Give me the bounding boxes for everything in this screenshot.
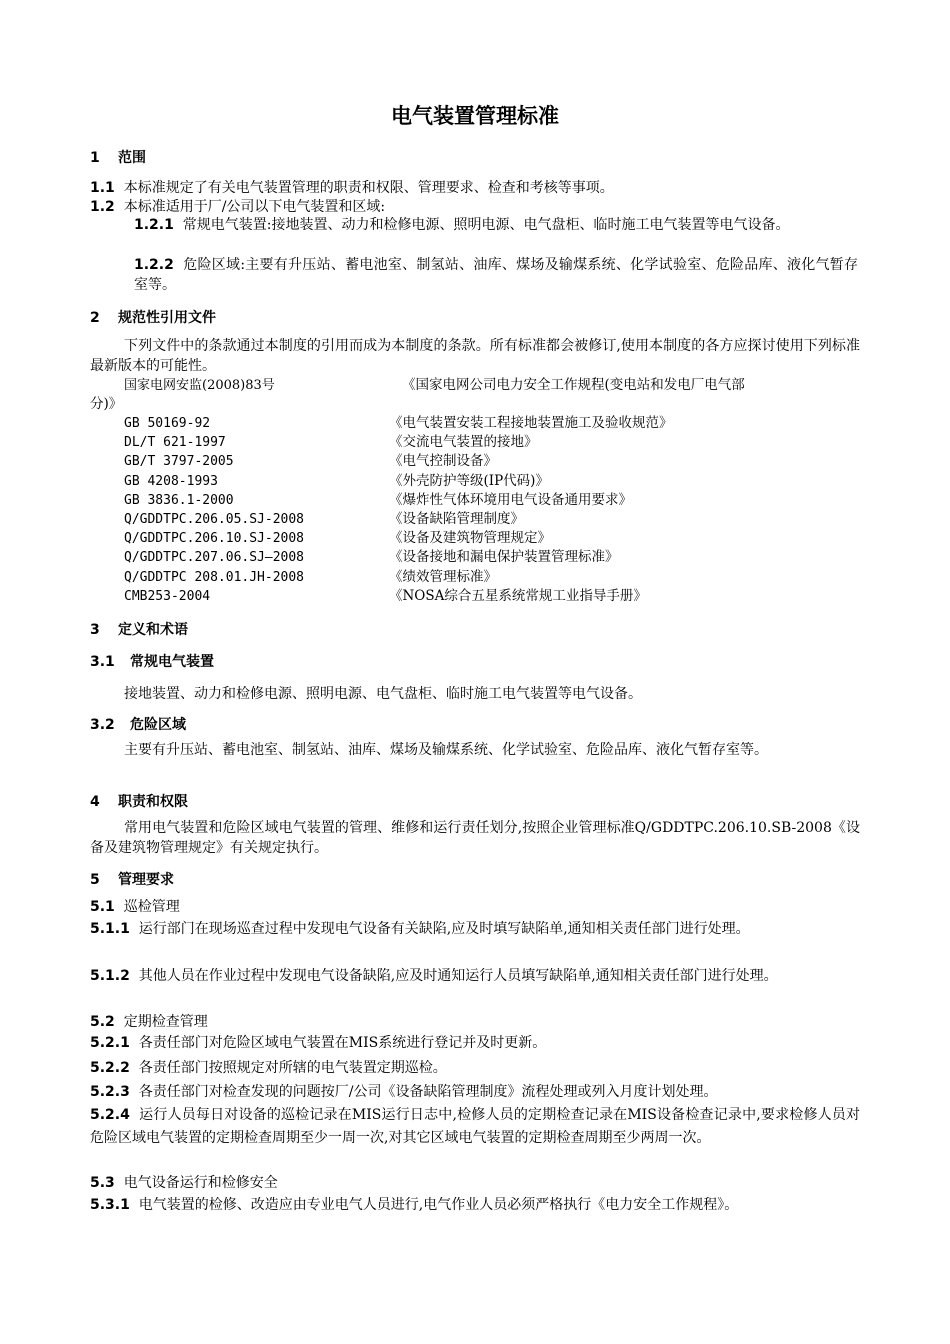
reference-name: 《NOSA综合五星系统常规工业指导手册》 — [389, 587, 647, 604]
reference-name: 《设备接地和漏电保护装置管理标准》 — [389, 549, 619, 566]
reference-item — [124, 529, 860, 548]
reference-name: 《外壳防护等级(IP代码)》 — [389, 472, 549, 489]
reference-name: 《设备及建筑物管理规定》 — [389, 530, 551, 547]
reference-name: 《国家电网公司电力安全工作规程(变电站和发电厂电气部 — [402, 377, 745, 393]
reference-name: 《电气控制设备》 — [389, 453, 497, 470]
clause-number: 5.2.3 — [90, 1084, 130, 1100]
section-number: 5 — [90, 872, 100, 888]
clause-text: 电气设备运行和检修安全 — [123, 1175, 278, 1191]
clause-number: 1.2.2 — [134, 257, 174, 273]
clause-text: 本标准规定了有关电气装置管理的职责和权限、管理要求、检查和考核等事项。 — [123, 180, 614, 196]
reference-code: Q/GDDTPC.206.05.SJ-2008 — [124, 512, 305, 527]
reference-item — [124, 472, 860, 491]
section-heading-3-2 — [90, 714, 186, 734]
reference-item — [124, 491, 860, 510]
clause-text: 定期检查管理 — [123, 1014, 208, 1030]
section-title: 规范性引用文件 — [118, 310, 216, 326]
clause-number: 5.3 — [90, 1175, 115, 1191]
reference-code: Q/GDDTPC.206.10.SJ-2008 — [124, 531, 305, 547]
intro-paragraph: 下列文件中的条款通过本制度的引用而成为本制度的条款。所有标准都会被修订,使用本制度的各方应探讨使用下列标准最新版本的可能性。 — [90, 338, 860, 374]
reference-name: 《爆炸性气体环境用电气设备通用要求》 — [389, 491, 632, 508]
reference-code: CMB253-2004 — [124, 588, 211, 604]
reference-item — [124, 452, 860, 471]
reference-code: GB 3836.1-2000 — [124, 492, 234, 508]
reference-code: Q/GDDTPC 208.01.JH-2008 — [124, 569, 305, 585]
clause-1-2-1 — [134, 215, 858, 235]
clause-5-1-1 — [90, 918, 860, 940]
reference-first-cont: 分)》 — [90, 396, 123, 412]
section-number: 2 — [90, 310, 100, 326]
reference-item — [124, 414, 860, 433]
clause-5-3-1 — [90, 1194, 860, 1216]
reference-first — [124, 376, 860, 395]
clause-number: 5.3.1 — [90, 1197, 130, 1213]
clause-number: 5.2.1 — [90, 1035, 130, 1051]
section-number: 4 — [90, 794, 100, 810]
clause-5-2-1 — [90, 1033, 860, 1053]
reference-code: GB/T 3797-2005 — [124, 454, 234, 470]
clause-1-2-2 — [134, 255, 858, 295]
reference-code: GB 4208-1993 — [124, 473, 218, 489]
section-number: 3.1 — [90, 654, 115, 670]
section-title: 危险区域 — [130, 717, 186, 733]
clause-text: 运行人员每日对设备的巡检记录在MIS运行日志中,检修人员的定期检查记录在MIS设备检查记录中,要求检修人员对危险区域电气装置的定期检查周期至少一周一次,对其它区域电气装置的定期检查周期至少两周一次。 — [90, 1107, 861, 1146]
clause-text: 常规电气装置:接地装置、动力和检修电源、照明电源、电气盘柜、临时施工电气装置等电气设备。 — [182, 217, 790, 233]
clause-text: 各责任部门按照规定对所辖的电气装置定期巡检。 — [138, 1060, 447, 1076]
clause-text: 本标准适用于厂/公司以下电气装置和区域: — [123, 199, 386, 215]
reference-code: 国家电网安监(2008)83号 — [124, 378, 275, 393]
section-number: 1 — [90, 150, 100, 166]
section-title: 常规电气装置 — [130, 654, 214, 670]
responsibility-paragraph: 常用电气装置和危险区域电气装置的管理、维修和运行责任划分,按照企业管理标准Q/GDDTPC.206.10.SB-2008《设备及建筑物管理规定》有关规定执行。 — [90, 820, 860, 856]
reference-code: DL/T 621-1997 — [124, 435, 226, 451]
clause-1-1 — [90, 178, 860, 198]
section-heading-4 — [90, 791, 188, 811]
clause-number: 5.2.2 — [90, 1060, 130, 1076]
clause-5-1-2 — [90, 965, 860, 987]
section-heading-1 — [90, 147, 146, 167]
reference-name: 《设备缺陷管理制度》 — [389, 511, 524, 527]
reference-name: 《交流电气装置的接地》 — [389, 434, 538, 451]
reference-item — [124, 548, 860, 567]
clause-5-2-2 — [90, 1058, 860, 1078]
clause-number: 5.1.1 — [90, 921, 130, 937]
clause-5-2-4 — [90, 1104, 860, 1149]
clause-number: 1.1 — [90, 180, 115, 196]
section-number: 3.2 — [90, 717, 115, 733]
clause-text: 危险区域:主要有升压站、蓄电池室、制氢站、油库、煤场及输煤系统、化学试验室、危险品库、液化气暂存室等。 — [134, 257, 859, 293]
clause-5-1 — [90, 897, 860, 917]
section-title: 定义和术语 — [118, 622, 188, 638]
clause-5-2-3 — [90, 1082, 860, 1102]
reference-item — [124, 587, 860, 606]
clause-number: 5.1.2 — [90, 968, 130, 984]
reference-item — [124, 568, 860, 587]
section-heading-5 — [90, 869, 174, 889]
section-number: 3 — [90, 622, 100, 638]
section-heading-3 — [90, 619, 188, 639]
clause-text: 电气装置的检修、改造应由专业电气人员进行,电气作业人员必须严格执行《电力安全工作规程》。 — [138, 1197, 739, 1213]
reference-item — [124, 433, 860, 452]
reference-name: 《电气装置安装工程接地装置施工及验收规范》 — [389, 415, 673, 431]
definition-3-1: 接地装置、动力和检修电源、照明电源、电气盘柜、临时施工电气装置等电气设备。 — [124, 686, 642, 702]
clause-text: 运行部门在现场巡查过程中发现电气设备有关缺陷,应及时填写缺陷单,通知相关责任部门进行处理。 — [138, 921, 750, 937]
clause-number: 5.2.4 — [90, 1107, 130, 1123]
reference-item — [124, 510, 860, 529]
clause-text: 其他人员在作业过程中发现电气设备缺陷,应及时通知运行人员填写缺陷单,通知相关责任部门进行处理。 — [138, 968, 778, 984]
clause-text: 各责任部门对检查发现的问题按厂/公司《设备缺陷管理制度》流程处理或列入月度计划处理。 — [138, 1084, 718, 1100]
reference-code: Q/GDDTPC.207.06.SJ—2008 — [124, 550, 305, 566]
document-title: 电气装置管理标准 — [391, 104, 559, 128]
section-title: 范围 — [118, 150, 146, 166]
section-heading-3-1 — [90, 651, 214, 671]
clause-text: 各责任部门对危险区域电气装置在MIS系统进行登记并及时更新。 — [138, 1035, 547, 1051]
reference-name: 《绩效管理标准》 — [389, 568, 497, 585]
clause-number: 1.2 — [90, 199, 115, 215]
section-heading-2 — [90, 307, 216, 327]
clause-5-3 — [90, 1173, 860, 1193]
clause-number: 1.2.1 — [134, 217, 174, 233]
clause-number: 5.2 — [90, 1014, 115, 1030]
section-title: 管理要求 — [118, 872, 174, 888]
clause-5-2 — [90, 1012, 860, 1032]
clause-number: 5.1 — [90, 899, 115, 915]
reference-code: GB 50169-92 — [124, 416, 211, 431]
clause-1-2 — [90, 197, 860, 217]
clause-text: 巡检管理 — [123, 899, 180, 915]
definition-3-2: 主要有升压站、蓄电池室、制氢站、油库、煤场及输煤系统、化学试验室、危险品库、液化气暂存室等。 — [124, 742, 768, 758]
section-title: 职责和权限 — [118, 794, 188, 810]
